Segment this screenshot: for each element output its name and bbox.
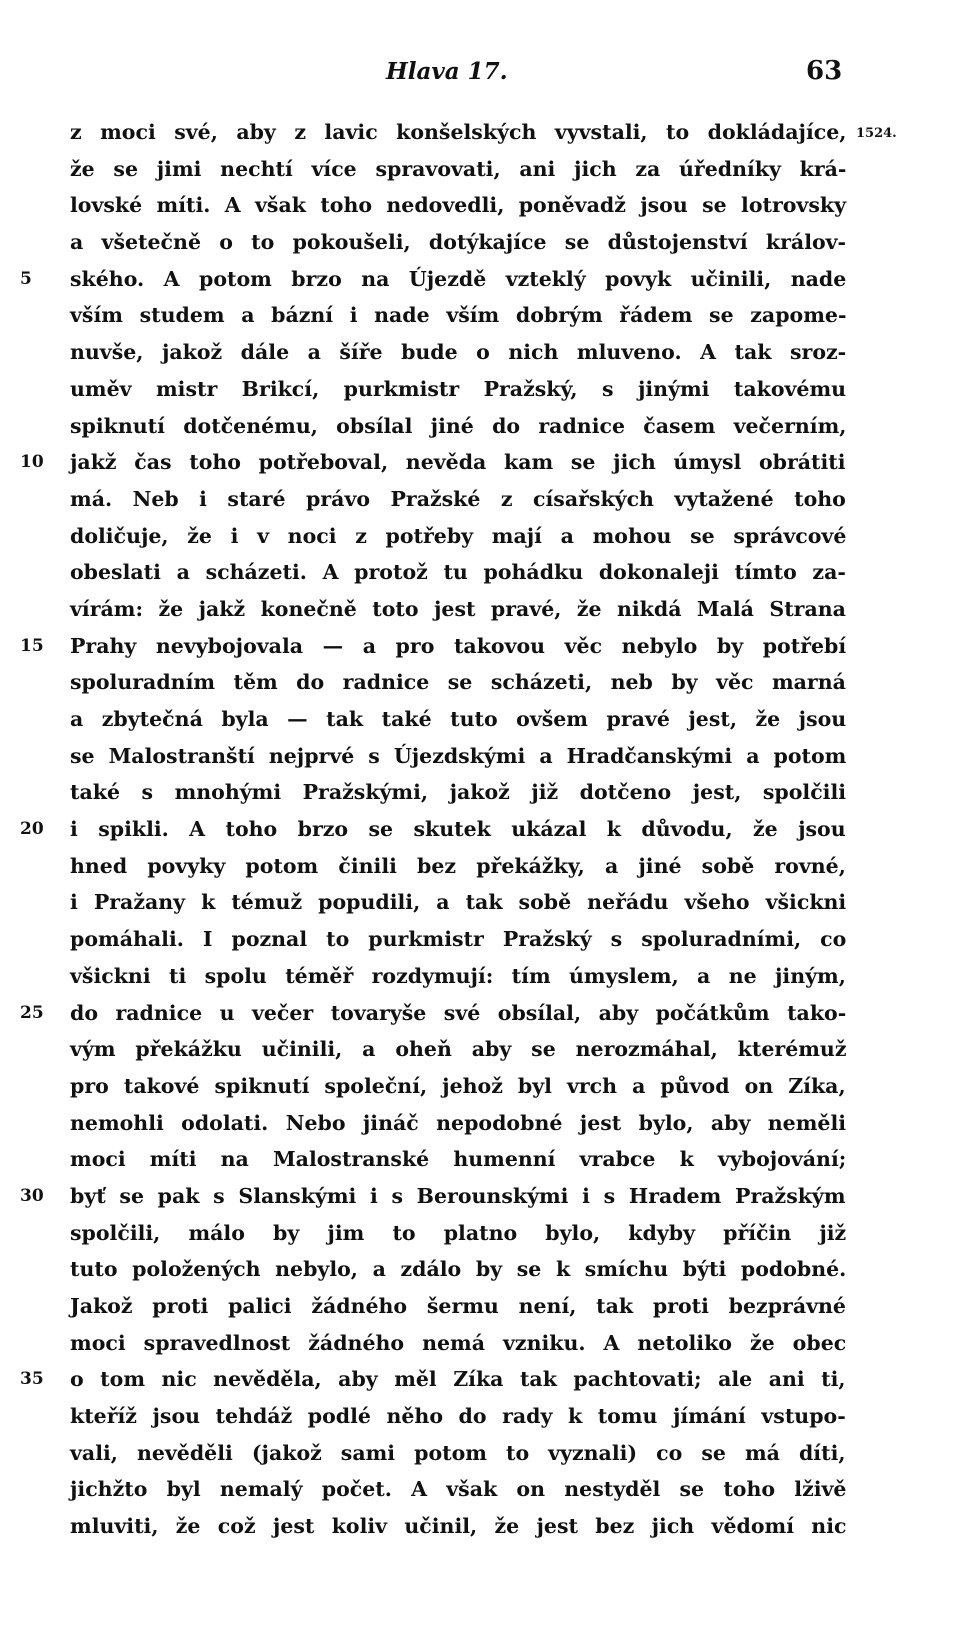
line-number: 10: [20, 452, 44, 473]
line-text: obeslati a scházeti. A protož tu pohádku dokonaleji tímto za-: [70, 560, 846, 585]
line-text: se Malostranští nejprvé s Újezdskými a Hradčanskými a potom: [70, 743, 847, 768]
text-line: [70, 958, 846, 995]
text-line: [70, 701, 846, 738]
text-line: [70, 664, 846, 701]
line-text: nuvše, jakož dále a šíře bude o nich mluveno. A tak sroz-: [70, 340, 847, 365]
text-line: [20, 444, 846, 481]
line-text: a všetečně o to pokoušeli, dotýkajíce se důstojenství králov-: [70, 230, 847, 255]
line-text: z moci své, aby z lavic konšelských vyvstali, to dokládajíce,: [70, 120, 847, 144]
line-text: pomáhali. I poznal to purkmistr Pražský s spoluradními, co: [70, 927, 847, 952]
text-line: [20, 995, 847, 1032]
line-text: doličuje, že i v noci z potřeby mají a mohou se správcové: [70, 523, 847, 548]
line-number: 5: [20, 268, 32, 289]
line-number: 25: [20, 1002, 44, 1023]
line-text: jakž čas toho potřeboval, nevěda kam se jich úmysl obrátiti: [70, 450, 846, 475]
line-text: Prahy nevybojovala — a pro takovou věc nebylo by potřebí: [70, 633, 847, 658]
line-text: spoluradním těm do radnice se scházeti, neb by věc marná: [70, 670, 846, 695]
text-line: [70, 554, 846, 591]
text-line: [70, 1435, 846, 1472]
text-line: [70, 518, 846, 555]
text-line: [70, 738, 846, 775]
text-line: [70, 1068, 846, 1105]
line-text: že se jimi nechtí více spravovati, ani jich za úředníky krá-: [70, 156, 847, 181]
line-text: jichžto byl nemalý počet. A však on nestyděl se toho lživě: [70, 1477, 847, 1502]
line-text: Jakož proti palici žádného šermu není, tak proti bezprávné: [70, 1294, 846, 1318]
line-text: vírám: že jakž konečně toto jest pravé, že nikdá Malá Strana: [70, 596, 846, 621]
page-number: 63: [806, 56, 843, 86]
line-number: 30: [20, 1185, 44, 1206]
line-text: také s mnohými Pražskými, jakož již dotčeno jest, spolčili: [70, 780, 847, 805]
text-line: [70, 1398, 846, 1435]
text-line: [20, 628, 847, 665]
text-line: [70, 151, 846, 188]
text-line: [70, 774, 846, 811]
text-line: [70, 591, 846, 628]
line-text: ského. A potom brzo na Újezdě vzteklý povyk učinili, nade: [70, 266, 847, 291]
text-line: [20, 811, 846, 848]
text-line: [70, 481, 846, 518]
line-text: vali, nevěděli (jakož sami potom to vyznali) co se má díti,: [70, 1440, 846, 1465]
text-line: [70, 1215, 846, 1252]
line-text: moci spravedlnost žádného nemá vzniku. A netoliko že obec: [70, 1330, 847, 1355]
line-text: do radnice u večer tovaryše své obsílal, aby počátkům tako-: [70, 1000, 847, 1025]
line-text: byť se pak s Slanskými i s Berounskými i s Hradem Pražským: [70, 1183, 846, 1208]
running-title: Hlava 17.: [386, 58, 508, 85]
text-line: [70, 334, 846, 371]
line-text: má. Neb i staré právo Pražské z císařských vytažené toho: [70, 486, 846, 511]
line-text: pro takové spiknutí společní, jehož byl vrch a původ on Zíka,: [70, 1073, 846, 1098]
line-text: kteříž jsou tehdáž podlé něho do rady k tomu jímání vstupo-: [70, 1404, 846, 1429]
text-line: [70, 1105, 846, 1142]
line-text: moci míti na Malostranské humenní vrabce k vybojování;: [70, 1147, 847, 1172]
text-line: [70, 297, 846, 334]
line-text: spolčili, málo by jim to platno bylo, kdyby příčin již: [70, 1220, 847, 1245]
text-line: [70, 371, 846, 408]
line-text: i Pražany k témuž popudili, a tak sobě neřádu všeho všickni: [70, 890, 847, 915]
text-line: [20, 261, 847, 298]
line-text: vším studem a bázní i nade vším dobrým řádem se zapome-: [70, 303, 847, 328]
text-line: [70, 884, 846, 921]
text-line: [70, 224, 846, 261]
text-line: [70, 114, 846, 151]
line-text: nemohli odolati. Nebo jináč nepodobné jest bylo, aby neměli: [70, 1110, 847, 1135]
text-line: [70, 1508, 846, 1545]
line-text: vým překážku učinili, a oheň aby se nerozmáhal, kterémuž: [70, 1037, 847, 1062]
line-text: i spikli. A toho brzo se skutek ukázal k důvodu, že jsou: [70, 817, 846, 842]
text-line: [70, 1251, 846, 1288]
body-text: [20, 114, 847, 1545]
text-line: [70, 1288, 846, 1325]
line-text: o tom nic nevěděla, aby měl Zíka tak pachtovati; ale ani ti,: [70, 1367, 846, 1392]
line-text: mluviti, že což jest koliv učinil, že jest bez jich vědomí nic: [70, 1514, 847, 1539]
text-line: [20, 1361, 846, 1398]
text-line: [70, 921, 846, 958]
line-text: lovské míti. A však toho nedovedli, poněvadž jsou se lotrovsky: [70, 193, 847, 218]
margin-year-note: 1524.: [856, 126, 897, 141]
line-text: všickni ti spolu téměř rozdymují: tím úmyslem, a ne jiným,: [70, 963, 846, 988]
line-text: hned povyky potom činili bez překážky, a jiné sobě rovné,: [70, 853, 846, 878]
text-line: [20, 1178, 846, 1215]
line-text: uměv mistr Brikcí, purkmistr Pražský, s jinými takovému: [70, 376, 847, 401]
text-line: [70, 1031, 846, 1068]
line-text: spiknutí dotčenému, obsílal jiné do radnice časem večerním,: [70, 413, 847, 438]
text-line: [70, 848, 846, 885]
text-line: [70, 408, 846, 445]
line-text: tuto položených nebylo, a zdálo by se k smíchu býti podobné.: [70, 1257, 847, 1282]
text-line: [70, 187, 846, 224]
text-line: [70, 1471, 846, 1508]
line-number: 15: [20, 635, 44, 656]
line-number: 35: [20, 1369, 44, 1390]
line-number: 20: [20, 819, 44, 840]
text-line: [70, 1141, 846, 1178]
text-line: [70, 1325, 846, 1362]
line-text: a zbytečná byla — tak také tuto ovšem pravé jest, že jsou: [70, 707, 847, 731]
